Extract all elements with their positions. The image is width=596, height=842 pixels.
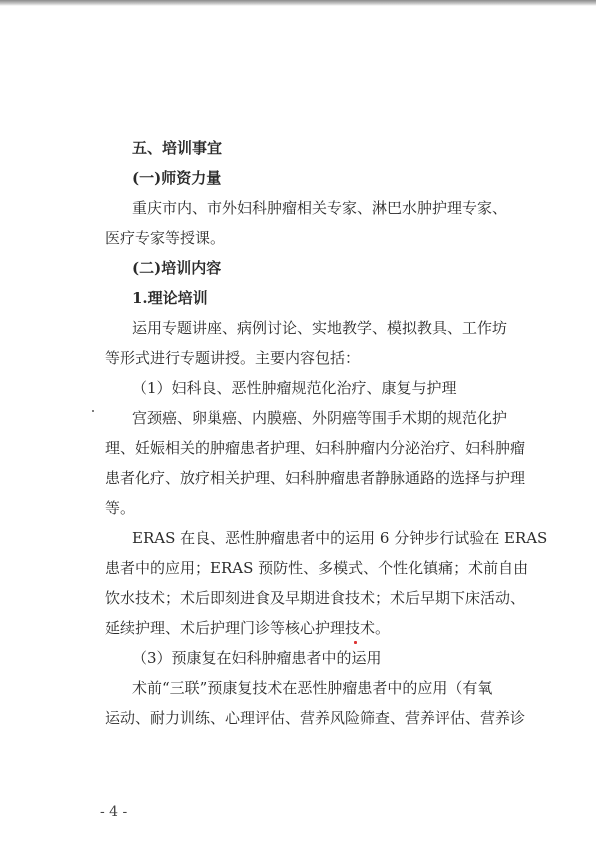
scan-speck: [354, 641, 357, 644]
paragraph-line: 医疗专家等授课。: [105, 229, 226, 247]
point-title-3: （3）预康复在妇科肿瘤患者中的运用: [132, 649, 382, 667]
section-heading: 五、培训事宜: [132, 139, 223, 157]
paragraph-line: 运动、耐力训练、心理评估、营养风险筛查、营养评估、营养诊: [105, 709, 526, 727]
subsection-title-content: (二)培训内容: [132, 259, 222, 277]
paragraph-line: 术前“三联”预康复技术在恶性肿瘤患者中的应用（有氧: [132, 679, 493, 697]
paragraph-line: 运用专题讲座、病例讨论、实地教学、模拟教具、工作坊: [132, 319, 508, 337]
item-title-theory: 1.理论培训: [132, 289, 208, 307]
point-title-1: （1）妇科良、恶性肿瘤规范化治疗、康复与护理: [132, 379, 457, 397]
paragraph-line: 宫颈癌、卵巢癌、内膜癌、外阴癌等围手术期的规范化护: [132, 409, 508, 427]
paragraph-line: 等形式进行专题讲授。主要内容包括：: [105, 349, 361, 367]
paragraph-line: 患者化疗、放疗相关护理、妇科肿瘤患者静脉通路的选择与护理: [105, 469, 526, 487]
paragraph-line: ERAS 在良、恶性肿瘤患者中的运用 6 分钟步行试验在 ERAS: [132, 529, 548, 547]
page-number: - 4 -: [100, 804, 128, 820]
scan-speck: [92, 410, 94, 412]
paragraph-line: 等。: [105, 499, 136, 517]
paragraph-line: 患者中的应用；ERAS 预防性、多模式、个性化镇痛；术前自由: [105, 559, 529, 577]
subsection-title-teachers: (一)师资力量: [132, 169, 222, 187]
paragraph-line: 理、妊娠相关的肿瘤患者护理、妇科肿瘤内分泌治疗、妇科肿瘤: [105, 439, 526, 457]
paragraph-line: 重庆市内、市外妇科肿瘤相关专家、淋巴水肿护理专家、: [132, 199, 508, 217]
paragraph-line: 延续护理、术后护理门诊等核心护理技术。: [105, 619, 391, 637]
paragraph-line: 饮水技术；术后即刻进食及早期进食技术；术后早期下床活动、: [105, 589, 526, 607]
